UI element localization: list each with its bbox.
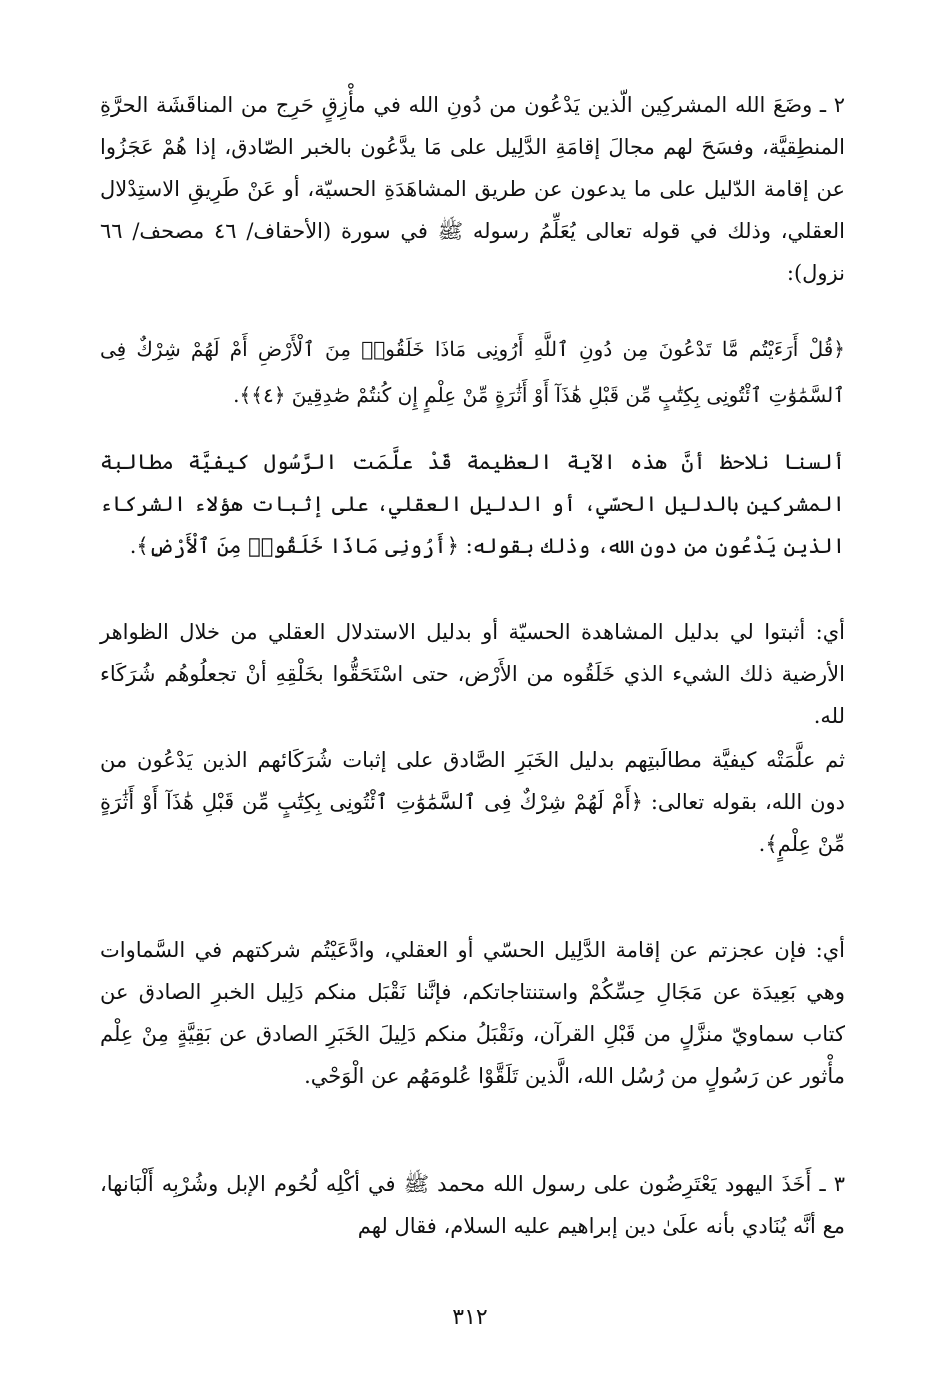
paragraph-commentary-4: أي: فإن عجزتم عن إقامة الدَّلِيل الحسّي أو العقلي، وادَّعَيْتُم شركتهم في السَّماوات وهي بَعِيدَة عن مَجَالِ حِسِّكُمْ واستنتاجاتكم، فإنَّنا نَقْبَل منكم دَلِيل الخبرِ الصادق عن كتاب سماويّ منزَّلٍ من قَبْلِ القرآن، ونَقْبَلُ منكم دَلِيلَ الخَبَرِ الصادق عن بَقِيَّةٍ مِنْ عِلْم مأْثور عن رَسُولٍ من رُسُل الله، الَّذين تَلَقَّوْا عُلومَهُم عن الْوَحْي. (100, 938, 845, 1088)
paragraph-item-2: ٢ ـ وضَعَ الله المشركِين الّذين يَدْعُون من دُونِ الله في مأْزِقٍ حَرِج من المناقَشَة الحرَّةِ المنطِقيَّة، وفسَحَ لهم مجالَ إقامَةِ الدَّلِيل على مَا يدَّعُون بالخبر الصّادق، إذا هُمْ عَجَزُوا عن إقامة الدّليل على ما يدعون عن طريق المشاهَدَةِ الحسيّة، أو عَنْ طَرِيقِ الاستِدْلال العقلي، وذلك في قوله تعالى يُعَلِّمُ رسوله ﷺ في سورة (الأحقاف/ ٤٦ مصحف/ ٦٦ نزول): (100, 93, 845, 285)
quran-verse-ahqaf-4: ﴿قُلْ أَرَءَيْتُم مَّا تَدْعُونَ مِن دُونِ ٱللَّهِ أَرُونِى مَاذَا خَلَقُوا۟ مِنَ ٱلْأَرْضِ أَمْ لَهُمْ شِرْكٌ فِى ٱلسَّمَٰوَٰتِ ٱئْتُونِى بِكِتَٰبٍ مِّن قَبْلِ هَٰذَآ أَوْ أَثَٰرَةٍ مِّنْ عِلْمٍ إِن كُنتُمْ صَٰدِقِينَ ﴿٤﴾﴾. (100, 337, 845, 407)
paragraph-commentary-2: أي: أثبتوا لي بدليل المشاهدة الحسيّة أو بدليل الاستدلال العقلي من خلال الظواهر الأرضية ذلك الشيء الذي خَلَقُوه من الأَرْض، حتى اسْتَحَقُّوا بخَلْقِهِ أنْ تجعلُوهُم شُرَكَاء لله. (100, 620, 845, 728)
page-number: ٣١٢ (452, 1305, 488, 1330)
paragraph-item-3: ٣ ـ أَخَذَ اليهود يَعْتَرِضُون على رسول الله محمد ﷺ في أكْلِه لُحُوم الإبل وشُرْبِه أَلْبَانها، مع أنَّه يُنَادي بأنه علَىٰ دين إبراهيم عليه السلام، فقال لهم (100, 1172, 845, 1238)
paragraph-commentary-3: ثم علَّمَتْه كيفيَّة مطالَبتِهم بدليل الخَبَرِ الصَّادق على إثبات شُرَكَائهم الذين يَدْعُون من دون الله، بقوله تعالى: ﴿أَمْ لَهُمْ شِرْكٌ فِى ٱلسَّمَٰوَٰتِ ٱئْتُونِى بِكِتَٰبٍ مِّن قَبْلِ هَٰذَآ أَوْ أَثَٰرَةٍ مِّنْ عِلْمٍ﴾. (100, 748, 845, 856)
paragraph-commentary-1: ألسنا نلاحظ أنَّ هذه الآية العظيمة قَدْ علَّمَت الرَّسُول كيفيَّة مطالبة المشركين بالدليل الحسّي، أو الدليل العقلي، على إثبات هؤلاء الشركاء الذين يَدْعُون من دون الله، وذلك بقوله: ﴿أَرُونِى مَاذَا خَلَقُوا۟ مِنَ ٱلْأَرْضِ﴾. (100, 450, 845, 558)
